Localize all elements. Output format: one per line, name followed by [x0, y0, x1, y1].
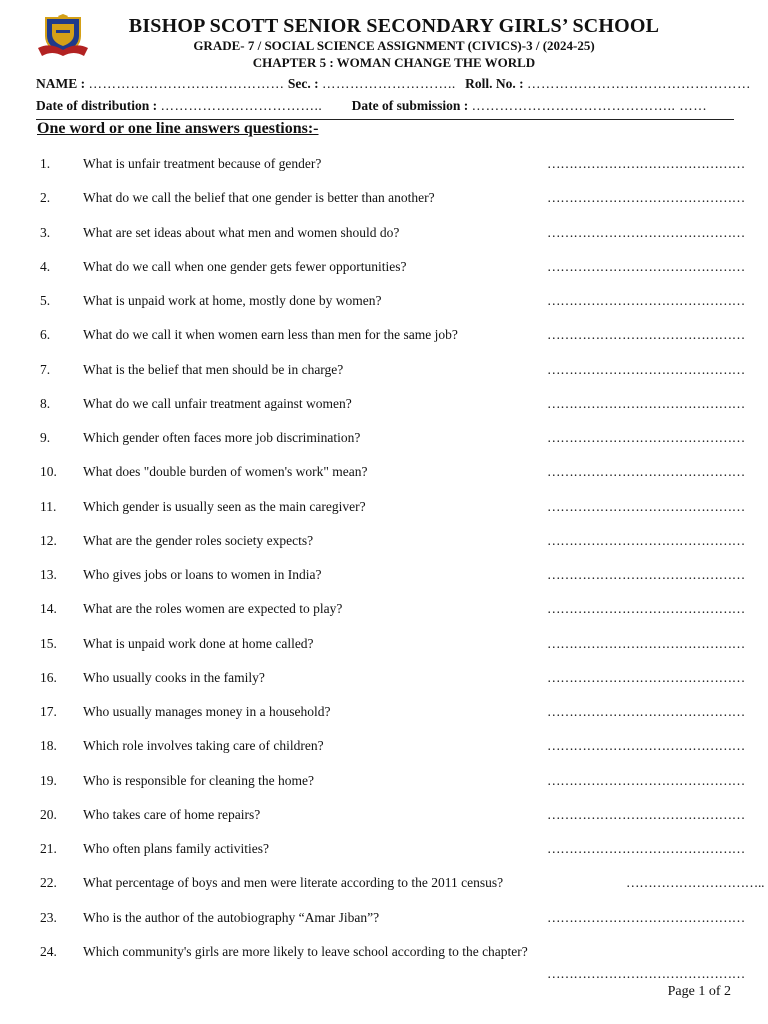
question-text: Who often plans family activities?	[83, 841, 269, 856]
question-row	[0, 910, 768, 930]
answer-blank[interactable]: ………………………………………	[547, 567, 746, 582]
section-heading: One word or one line answers questions:-	[37, 120, 319, 137]
question-text: Which gender is usually seen as the main caregiver?	[83, 498, 366, 514]
distribution-date-field[interactable]: ……………………………..	[160, 98, 323, 113]
question-text: Who is the author of the autobiography “Amar Jiban”?	[83, 909, 380, 925]
question-number: 5.	[40, 293, 51, 308]
answer-blank[interactable]: ………………………………………	[547, 965, 746, 981]
question-number: 14.	[40, 601, 57, 617]
question-row	[0, 190, 768, 210]
question-number: 19.	[40, 772, 57, 788]
answer-blank[interactable]: ………………………………………	[547, 293, 746, 308]
question-text: What do we call it when women earn less than men for the same job?	[83, 327, 458, 343]
question-number: 22.	[40, 875, 57, 891]
submission-date-label: Date of submission :	[351, 98, 469, 113]
question-text: Who takes care of home repairs?	[83, 806, 261, 822]
dates-line	[36, 98, 707, 114]
question-number: 21.	[40, 841, 57, 856]
answer-blank[interactable]: ………………………………………	[547, 430, 746, 445]
answer-blank[interactable]: ………………………………………	[547, 327, 746, 343]
question-text: Which role involves taking care of children?	[83, 738, 324, 754]
answer-blank[interactable]: ………………………………………	[547, 190, 746, 206]
answer-blank[interactable]: ………………………………………	[547, 806, 746, 822]
question-row	[0, 396, 768, 416]
answer-blank[interactable]: ………………………………………	[547, 532, 746, 548]
question-row	[0, 601, 768, 621]
question-row	[0, 464, 768, 484]
question-text: What percentage of boys and men were literate according to the 2011 census?	[83, 875, 504, 891]
question-number: 12.	[40, 532, 57, 548]
answer-blank[interactable]: ………………………………………	[547, 669, 746, 685]
question-number: 24.	[40, 943, 57, 959]
question-row	[0, 636, 768, 656]
roll-number-field[interactable]: …………………………………………	[527, 76, 751, 91]
submission-date-field[interactable]: …………………………………….. ……	[471, 98, 708, 113]
chapter-title: CHAPTER 5 : WOMAN CHANGE THE WORLD	[252, 55, 536, 70]
question-number: 15.	[40, 635, 57, 651]
answer-blank[interactable]: ………………………………………	[547, 738, 746, 754]
answer-blank[interactable]: ………………………………………	[547, 635, 746, 651]
answer-blank[interactable]: ………………………………………	[547, 258, 746, 274]
question-number: 1.	[40, 156, 51, 171]
question-row	[0, 499, 768, 519]
question-row	[0, 293, 768, 313]
question-text: What does "double burden of women's work" mean?	[83, 464, 368, 480]
question-number: 3.	[40, 224, 51, 240]
question-number: 7.	[40, 361, 51, 377]
question-text: What are the gender roles society expects?	[83, 532, 314, 548]
roll-number-label: Roll. No. :	[465, 76, 524, 91]
question-number: 4.	[40, 258, 51, 274]
question-number: 17.	[40, 704, 57, 719]
question-row	[0, 841, 768, 861]
distribution-date-label: Date of distribution :	[36, 98, 158, 113]
answer-blank[interactable]: ………………………………………	[547, 156, 746, 171]
answer-blank[interactable]: ………………………………………	[547, 498, 746, 514]
question-row	[0, 773, 768, 793]
question-text: What are set ideas about what men and women should do?	[83, 224, 400, 240]
question-text: What do we call unfair treatment against women?	[83, 395, 352, 411]
question-text: Who is responsible for cleaning the home?	[83, 772, 314, 788]
answer-blank[interactable]: ………………………………………	[547, 464, 746, 480]
question-number: 6.	[40, 327, 51, 343]
page-number: Page 1 of 2	[667, 984, 731, 999]
question-number: 13.	[40, 567, 57, 582]
question-row	[0, 156, 768, 176]
assignment-title: GRADE- 7 / SOCIAL SCIENCE ASSIGNMENT (CIVICS)-3 / (2024-25)	[193, 38, 595, 53]
answer-blank[interactable]: ………………………………………	[547, 841, 746, 856]
question-row	[0, 430, 768, 450]
question-row	[0, 259, 768, 279]
question-number: 16.	[40, 669, 57, 685]
question-number: 8.	[40, 395, 51, 411]
question-row	[0, 362, 768, 382]
question-number: 18.	[40, 738, 57, 754]
section-label: Sec. :	[287, 76, 319, 91]
question-text: Which gender often faces more job discrimination?	[83, 430, 361, 445]
question-number: 10.	[40, 464, 57, 480]
question-text: Which community's girls are more likely to leave school according to the chapter?	[83, 943, 528, 959]
question-text: What is the belief that men should be in charge?	[83, 361, 344, 377]
question-row	[0, 533, 768, 553]
answer-blank[interactable]: ………………………………………	[547, 361, 746, 377]
answer-blank[interactable]: ………………………………………	[547, 601, 746, 617]
section-field[interactable]: ………………………..	[322, 76, 456, 91]
answer-blank[interactable]: …………………………..	[626, 875, 765, 891]
question-row	[0, 875, 768, 895]
answer-blank[interactable]: ………………………………………	[547, 704, 746, 719]
student-info-line	[36, 76, 751, 92]
question-text: Who usually manages money in a household?	[83, 704, 331, 719]
question-row	[0, 738, 768, 758]
question-row	[0, 327, 768, 347]
question-text: What do we call when one gender gets fewer opportunities?	[83, 258, 407, 274]
question-row	[0, 567, 768, 587]
question-row	[0, 943, 768, 981]
answer-blank[interactable]: ………………………………………	[547, 909, 746, 925]
answer-blank[interactable]: ………………………………………	[547, 772, 746, 788]
question-text: What is unfair treatment because of gender?	[83, 156, 322, 171]
question-row	[0, 704, 768, 724]
question-row	[0, 807, 768, 827]
answer-blank[interactable]: ………………………………………	[547, 224, 746, 240]
question-number: 2.	[40, 190, 51, 206]
question-number: 11.	[40, 498, 57, 514]
question-text: What is unpaid work at home, mostly done by women?	[83, 293, 382, 308]
school-name: BISHOP SCOTT SENIOR SECONDARY GIRLS’ SCHOOL	[128, 15, 660, 37]
answer-blank[interactable]: ………………………………………	[547, 395, 746, 411]
question-row	[0, 225, 768, 245]
name-field[interactable]: ……………………………………	[88, 76, 285, 91]
question-number: 20.	[40, 806, 57, 822]
question-text: Who gives jobs or loans to women in India?	[83, 567, 322, 582]
question-number: 9.	[40, 430, 51, 445]
question-text: What are the roles women are expected to play?	[83, 601, 343, 617]
question-number: 23.	[40, 909, 57, 925]
question-text: What do we call the belief that one gender is better than another?	[83, 190, 435, 206]
question-row	[0, 670, 768, 690]
name-label: NAME :	[36, 76, 86, 91]
question-text: Who usually cooks in the family?	[83, 669, 265, 685]
question-text: What is unpaid work done at home called?	[83, 635, 314, 651]
